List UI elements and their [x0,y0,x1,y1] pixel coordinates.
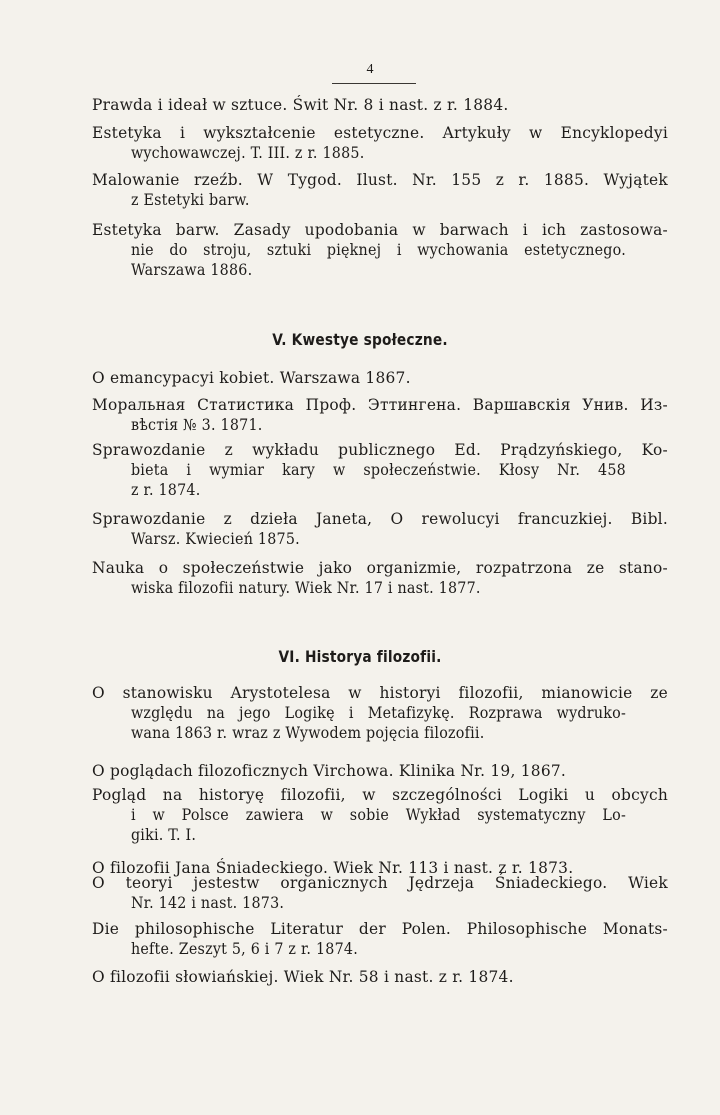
entry-line: Sprawozdanie z wykładu publicznego Ed. Prądzyńskiego, Ko- [92,441,668,459]
entry-line: Malowanie rzeźb. W Tygod. Ilust. Nr. 155 z r. 1885. Wyjątek [92,171,668,189]
entry-line: Estetyka barw. Zasady upodobania w barwach i ich zastosowa- [92,221,668,239]
entry-line: nie do stroju, sztuki pięknej i wychowania estetycznego. [130,241,626,259]
bibliography-entry [92,919,668,959]
entry-line: Warszawa 1886. [130,261,253,279]
entry-line: Nauka o społeczeństwie jako organizmie, rozpatrzona ze stano- [92,559,668,577]
bibliography-entry [92,509,668,549]
entry-line: O emancypacyi kobiet. Warszawa 1867. [92,369,411,387]
bibliography-entry [92,761,668,781]
entry-line: O teoryi jestestw organicznych Jędrzeja Śniadeckiego. Wiek [92,874,668,892]
bibliography-entry [92,395,668,435]
entry-line: Die philosophische Literatur der Polen. Philosophische Monats- [92,920,668,938]
entry-line: O poglądach filozoficznych Virchowa. Klinika Nr. 19, 1867. [92,762,567,780]
bibliography-entry [92,368,668,388]
entry-line: Nr. 142 i nast. 1873. [130,894,285,912]
entry-line: O filozofii słowiańskiej. Wiek Nr. 58 i nast. z r. 1874. [92,968,514,986]
bibliography-entry [92,683,668,743]
bibliography-entry [92,170,668,210]
bibliography-entry [92,95,668,115]
section-heading: V. Kwestye społeczne. [272,330,448,349]
entry-line: O filozofii Jana Śniadeckiego. Wiek Nr. 113 i nast. z r. 1873. [92,859,574,877]
entry-line: wychowawczej. T. III. z r. 1885. [130,144,365,162]
bibliography-entry [92,873,668,913]
entry-line: wana 1863 r. wraz z Wywodem pojęcia filozofii. [130,724,485,742]
bibliography-entry [92,785,668,845]
entry-line: Pogląd na historyę filozofii, w szczególności Logiki u obcych [92,786,668,804]
page-number: 4 [366,62,374,77]
bibliography-entry [92,558,668,598]
entry-line: względu na jego Logikę i Metafizykę. Rozprawa wydruko- [130,704,626,722]
entry-line: Prawda i ideał w sztuce. Świt Nr. 8 i nast. z r. 1884. [92,96,509,114]
bibliography-entry [92,967,668,987]
entry-line: Warsz. Kwiecień 1875. [130,530,300,548]
entry-line: Sprawozdanie z dzieła Janeta, O rewolucyi francuzkiej. Bibl. [92,510,668,528]
entry-line: вѣстія № 3. 1871. [130,416,263,434]
bibliography-entry [92,123,668,163]
entry-line: Моральная Статистика Проф. Эттингена. Варшавскія Унив. Из- [92,396,668,414]
entry-line: hefte. Zeszyt 5, 6 i 7 z r. 1874. [130,940,358,958]
entry-line: z Estetyki barw. [130,191,250,209]
entry-line: O stanowisku Arystotelesa w historyi filozofii, mianowicie ze [92,684,668,702]
bibliography-entry [92,440,668,500]
page-number-rule [332,83,416,84]
entry-line: bieta i wymiar kary w społeczeństwie. Kłosy Nr. 458 [130,461,626,479]
entry-line: z r. 1874. [130,481,201,499]
entry-line: giki. T. I. [130,826,197,844]
section-heading: VI. Historya filozofii. [278,647,442,666]
bibliography-entry [92,220,668,280]
entry-line: i w Polsce zawiera w sobie Wykład systematyczny Lo- [130,806,626,824]
entry-line: Estetyka i wykształcenie estetyczne. Artykuły w Encyklopedyi [92,124,668,142]
entry-line: wiska filozofii natury. Wiek Nr. 17 i nast. 1877. [130,579,481,597]
